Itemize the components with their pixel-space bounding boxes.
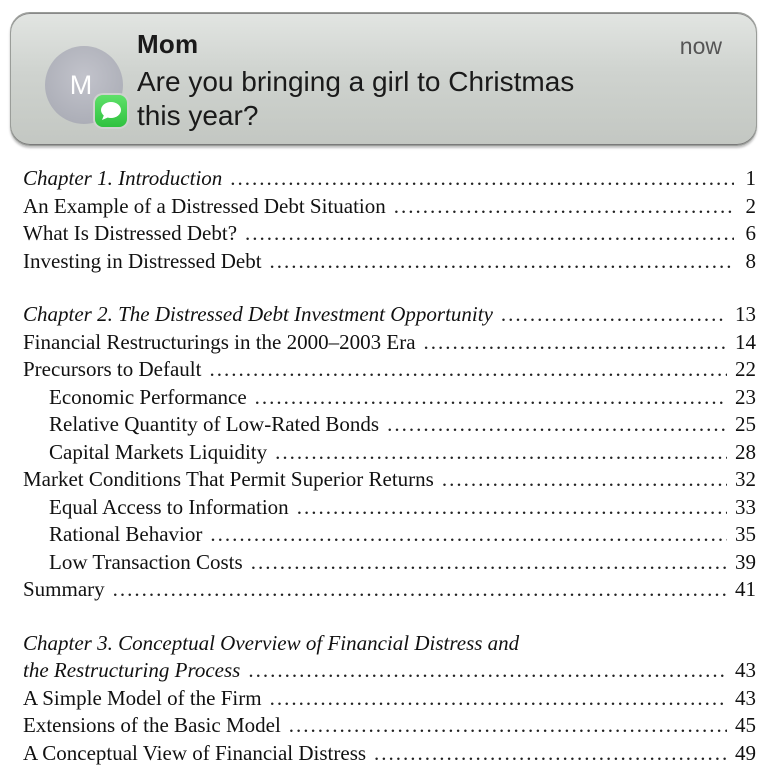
- toc-leader-dots: [270, 248, 734, 276]
- toc-chapter-3: [23, 657, 756, 685]
- toc-entry-title: Equal Access to Information: [49, 494, 289, 519]
- toc-page-number: 25: [735, 412, 756, 436]
- toc-page-number: 22: [735, 357, 756, 381]
- notification-time: now: [679, 33, 722, 59]
- toc-leader-dots: [113, 576, 727, 604]
- toc-page-number: 43: [735, 685, 756, 710]
- toc-chapter-2: [23, 301, 756, 329]
- toc-chapter-3-title-line-1: Chapter 3. Conceptual Overview of Financial Distress and: [23, 630, 520, 655]
- toc-subentry: [23, 549, 756, 577]
- toc-entry-title: Investing in Distressed Debt: [23, 248, 262, 273]
- toc-entry-title: What Is Distressed Debt?: [23, 221, 238, 245]
- toc-leader-dots: [251, 549, 727, 577]
- toc-leader-dots: [275, 439, 727, 467]
- toc-subentry: [23, 494, 756, 522]
- toc-entry-title: Market Conditions That Permit Superior Returns: [23, 467, 434, 491]
- toc-page-number: 45: [735, 713, 756, 737]
- toc-subentry: [23, 521, 756, 549]
- toc-leader-dots: [245, 220, 734, 248]
- toc-entry-title: Precursors to Default: [23, 357, 202, 381]
- toc-page-number: 8: [745, 248, 756, 273]
- toc-entry-title: A Simple Model of the Firm: [23, 685, 262, 710]
- toc-entry-title: Capital Markets Liquidity: [49, 439, 268, 464]
- toc-page-number: 41: [735, 577, 756, 601]
- toc-leader-dots: [297, 494, 727, 522]
- toc-leader-dots: [424, 329, 727, 357]
- toc-spacer: [23, 275, 756, 301]
- toc-entry-title: Chapter 2. The Distressed Debt Investment Opportunity: [23, 302, 493, 326]
- message-preview: [137, 65, 657, 133]
- toc-leader-dots: [209, 356, 727, 384]
- toc-leader-dots: [255, 384, 727, 412]
- table-of-contents: [23, 165, 756, 767]
- toc-spacer: [23, 604, 756, 630]
- toc-entry-title: the Restructuring Process: [23, 658, 241, 682]
- message-notification[interactable]: [10, 12, 757, 146]
- toc-entry-title: Financial Restructurings in the 2000–2003 Era: [23, 329, 416, 354]
- toc-page-number: 49: [735, 740, 756, 765]
- toc-entry-title: An Example of a Distressed Debt Situation: [23, 193, 386, 218]
- avatar-letter: M: [69, 69, 93, 100]
- toc-entry: [23, 248, 756, 276]
- toc-entry: [23, 193, 756, 221]
- toc-page-number: 39: [735, 549, 756, 574]
- toc-page-number: 23: [735, 384, 756, 409]
- toc-entry: [23, 356, 756, 384]
- toc-leader-dots: [374, 740, 727, 768]
- toc-subentry: [23, 411, 756, 439]
- toc-entry-title: Low Transaction Costs: [49, 549, 243, 574]
- toc-leader-dots: [270, 685, 727, 713]
- toc-subentry: [23, 439, 756, 467]
- message-line-2: this year?: [137, 100, 259, 131]
- toc-entry: [23, 685, 756, 713]
- toc-page-number: 2: [745, 193, 756, 218]
- toc-page-number: 13: [735, 302, 756, 326]
- toc-entry-title: Chapter 1. Introduction: [23, 166, 223, 190]
- toc-leader-dots: [501, 301, 727, 329]
- toc-chapter-1: [23, 165, 756, 193]
- toc-leader-dots: [248, 657, 727, 685]
- toc-page-number: 14: [735, 329, 756, 354]
- toc-entry: [23, 712, 756, 740]
- toc-page-number: 6: [745, 221, 756, 245]
- message-line-1: Are you bringing a girl to Christmas: [137, 66, 575, 97]
- toc-entry-title: A Conceptual View of Financial Distress: [23, 740, 367, 765]
- toc-entry-title: Economic Performance: [49, 384, 247, 409]
- toc-entry: [23, 329, 756, 357]
- toc-entry: [23, 466, 756, 494]
- toc-entry: [23, 576, 756, 604]
- toc-page-number: 1: [745, 166, 756, 190]
- toc-page-number: 33: [735, 494, 756, 519]
- toc-entry: [23, 740, 756, 768]
- sender-name: Mom: [137, 29, 199, 59]
- toc-page-number: 43: [735, 658, 756, 682]
- toc-leader-dots: [394, 193, 734, 221]
- toc-subentry: [23, 384, 756, 412]
- toc-entry-title: Extensions of the Basic Model: [23, 713, 281, 737]
- messages-icon: [95, 95, 127, 127]
- toc-leader-dots: [230, 165, 734, 193]
- toc-leader-dots: [442, 466, 727, 494]
- toc-page-number: 35: [735, 522, 756, 546]
- toc-entry-title: Relative Quantity of Low-Rated Bonds: [49, 412, 380, 436]
- toc-leader-dots: [387, 411, 727, 439]
- toc-page-number: 32: [735, 467, 756, 491]
- toc-leader-dots: [210, 521, 727, 549]
- toc-page-number: 28: [735, 439, 756, 464]
- toc-leader-dots: [289, 712, 727, 740]
- toc-entry-title: Summary: [23, 577, 105, 601]
- toc-entry-title: Rational Behavior: [49, 522, 203, 546]
- toc-entry: [23, 220, 756, 248]
